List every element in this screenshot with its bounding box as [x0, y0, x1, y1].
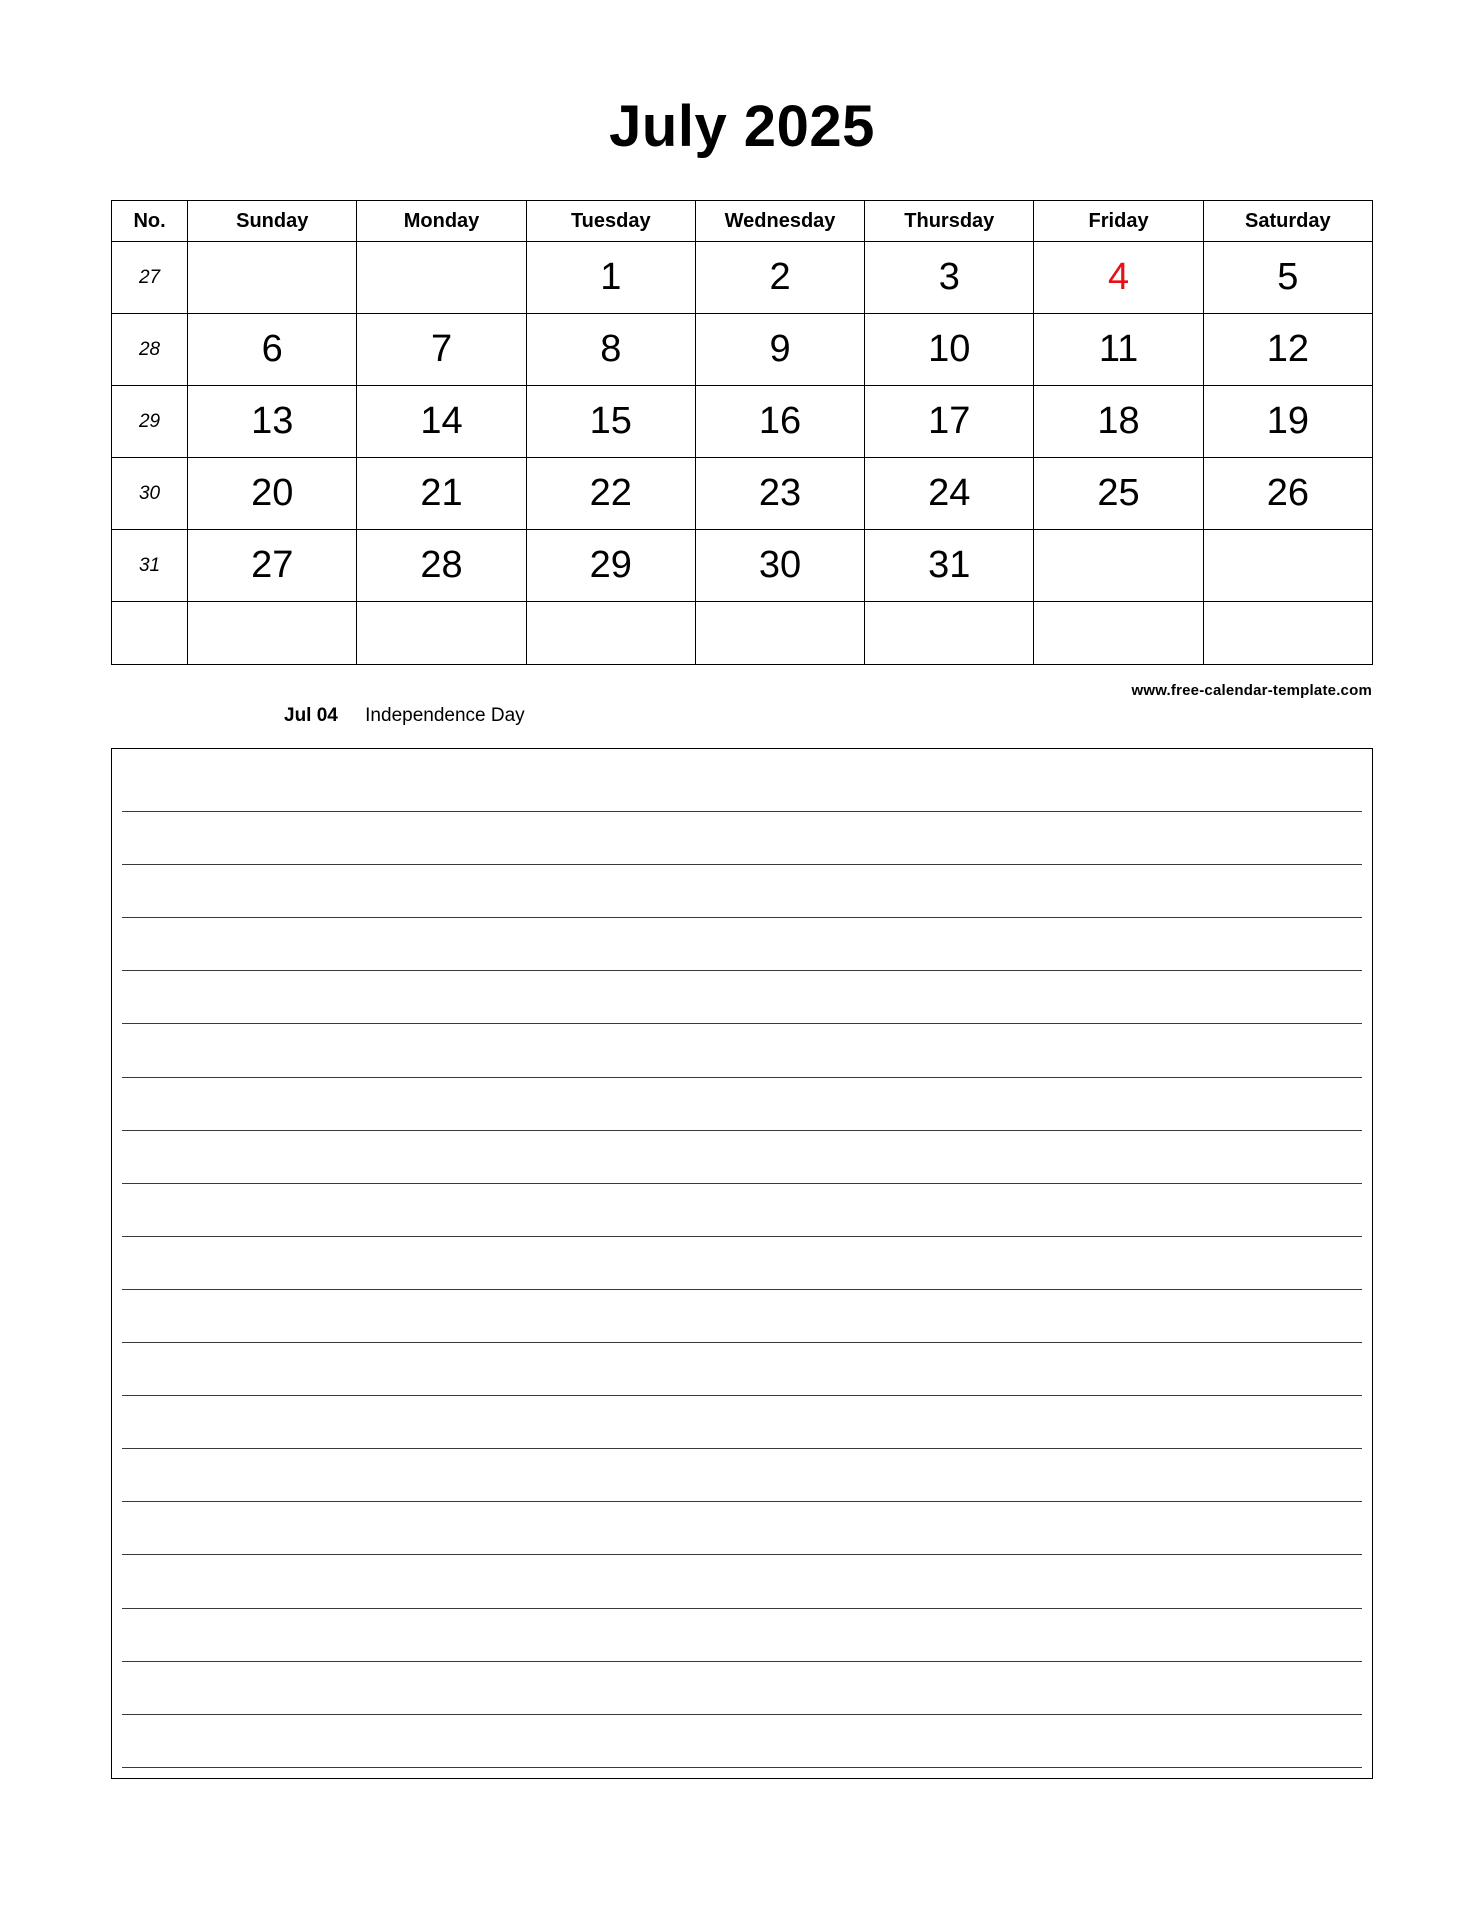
- day-cell-2[interactable]: 2: [695, 242, 864, 314]
- note-line[interactable]: [122, 1715, 1362, 1768]
- column-header-tuesday: Tuesday: [526, 201, 695, 242]
- day-cell-21[interactable]: 21: [357, 458, 526, 530]
- note-line[interactable]: [122, 1396, 1362, 1449]
- day-cell-11[interactable]: 11: [1034, 314, 1203, 386]
- calendar-header-row: [112, 201, 1373, 242]
- day-cell-19[interactable]: 19: [1203, 386, 1372, 458]
- column-header-saturday: Saturday: [1203, 201, 1372, 242]
- calendar-table: [111, 200, 1373, 665]
- week-number: [112, 602, 188, 665]
- day-cell-29[interactable]: 29: [526, 530, 695, 602]
- day-cell-empty: [357, 242, 526, 314]
- week-number: 28: [112, 314, 188, 386]
- day-cell-27[interactable]: 27: [188, 530, 357, 602]
- day-cell-25[interactable]: 25: [1034, 458, 1203, 530]
- calendar-week-row: [112, 458, 1373, 530]
- notes-box[interactable]: [111, 748, 1373, 1779]
- holiday-name: Independence Day: [365, 705, 525, 726]
- day-cell-empty: [1203, 530, 1372, 602]
- page-title: July 2025: [609, 94, 875, 159]
- notes-lines: [122, 759, 1362, 1768]
- calendar-week-row: [112, 602, 1373, 665]
- calendar-body: [112, 242, 1373, 665]
- day-cell-26[interactable]: 26: [1203, 458, 1372, 530]
- week-number: 31: [112, 530, 188, 602]
- note-line[interactable]: [122, 1449, 1362, 1502]
- day-cell-18[interactable]: 18: [1034, 386, 1203, 458]
- note-line[interactable]: [122, 1024, 1362, 1077]
- day-cell-9[interactable]: 9: [695, 314, 864, 386]
- note-line[interactable]: [122, 918, 1362, 971]
- day-cell-empty: [526, 602, 695, 665]
- column-header-no: No.: [112, 201, 188, 242]
- holiday-note: [284, 705, 525, 727]
- day-cell-4[interactable]: 4: [1034, 242, 1203, 314]
- column-header-thursday: Thursday: [865, 201, 1034, 242]
- day-cell-8[interactable]: 8: [526, 314, 695, 386]
- holiday-date: Jul 04: [284, 705, 338, 726]
- day-cell-empty: [865, 602, 1034, 665]
- day-cell-3[interactable]: 3: [865, 242, 1034, 314]
- column-header-sunday: Sunday: [188, 201, 357, 242]
- day-cell-empty: [1203, 602, 1372, 665]
- day-cell-20[interactable]: 20: [188, 458, 357, 530]
- day-cell-12[interactable]: 12: [1203, 314, 1372, 386]
- note-line[interactable]: [122, 759, 1362, 812]
- note-line[interactable]: [122, 1237, 1362, 1290]
- day-cell-empty: [1034, 530, 1203, 602]
- note-line[interactable]: [122, 1343, 1362, 1396]
- note-line[interactable]: [122, 812, 1362, 865]
- week-number: 29: [112, 386, 188, 458]
- calendar-week-row: [112, 314, 1373, 386]
- calendar-week-row: [112, 530, 1373, 602]
- note-line[interactable]: [122, 1184, 1362, 1237]
- day-cell-empty: [188, 602, 357, 665]
- day-cell-15[interactable]: 15: [526, 386, 695, 458]
- day-cell-10[interactable]: 10: [865, 314, 1034, 386]
- day-cell-empty: [188, 242, 357, 314]
- week-number: 27: [112, 242, 188, 314]
- note-line[interactable]: [122, 865, 1362, 918]
- day-cell-7[interactable]: 7: [357, 314, 526, 386]
- day-cell-6[interactable]: 6: [188, 314, 357, 386]
- day-cell-24[interactable]: 24: [865, 458, 1034, 530]
- column-header-monday: Monday: [357, 201, 526, 242]
- column-header-friday: Friday: [1034, 201, 1203, 242]
- column-header-wednesday: Wednesday: [695, 201, 864, 242]
- day-cell-5[interactable]: 5: [1203, 242, 1372, 314]
- day-cell-empty: [357, 602, 526, 665]
- calendar-week-row: [112, 386, 1373, 458]
- note-line[interactable]: [122, 1555, 1362, 1608]
- note-line[interactable]: [122, 1502, 1362, 1555]
- day-cell-13[interactable]: 13: [188, 386, 357, 458]
- day-cell-30[interactable]: 30: [695, 530, 864, 602]
- day-cell-16[interactable]: 16: [695, 386, 864, 458]
- week-number: 30: [112, 458, 188, 530]
- day-cell-14[interactable]: 14: [357, 386, 526, 458]
- day-cell-empty: [1034, 602, 1203, 665]
- source-url: www.free-calendar-template.com: [1131, 682, 1372, 699]
- day-cell-empty: [695, 602, 864, 665]
- note-line[interactable]: [122, 1662, 1362, 1715]
- day-cell-22[interactable]: 22: [526, 458, 695, 530]
- day-cell-23[interactable]: 23: [695, 458, 864, 530]
- note-line[interactable]: [122, 971, 1362, 1024]
- day-cell-1[interactable]: 1: [526, 242, 695, 314]
- note-line[interactable]: [122, 1609, 1362, 1662]
- day-cell-28[interactable]: 28: [357, 530, 526, 602]
- note-line[interactable]: [122, 1131, 1362, 1184]
- day-cell-17[interactable]: 17: [865, 386, 1034, 458]
- calendar-week-row: [112, 242, 1373, 314]
- note-line[interactable]: [122, 1290, 1362, 1343]
- day-cell-31[interactable]: 31: [865, 530, 1034, 602]
- note-line[interactable]: [122, 1078, 1362, 1131]
